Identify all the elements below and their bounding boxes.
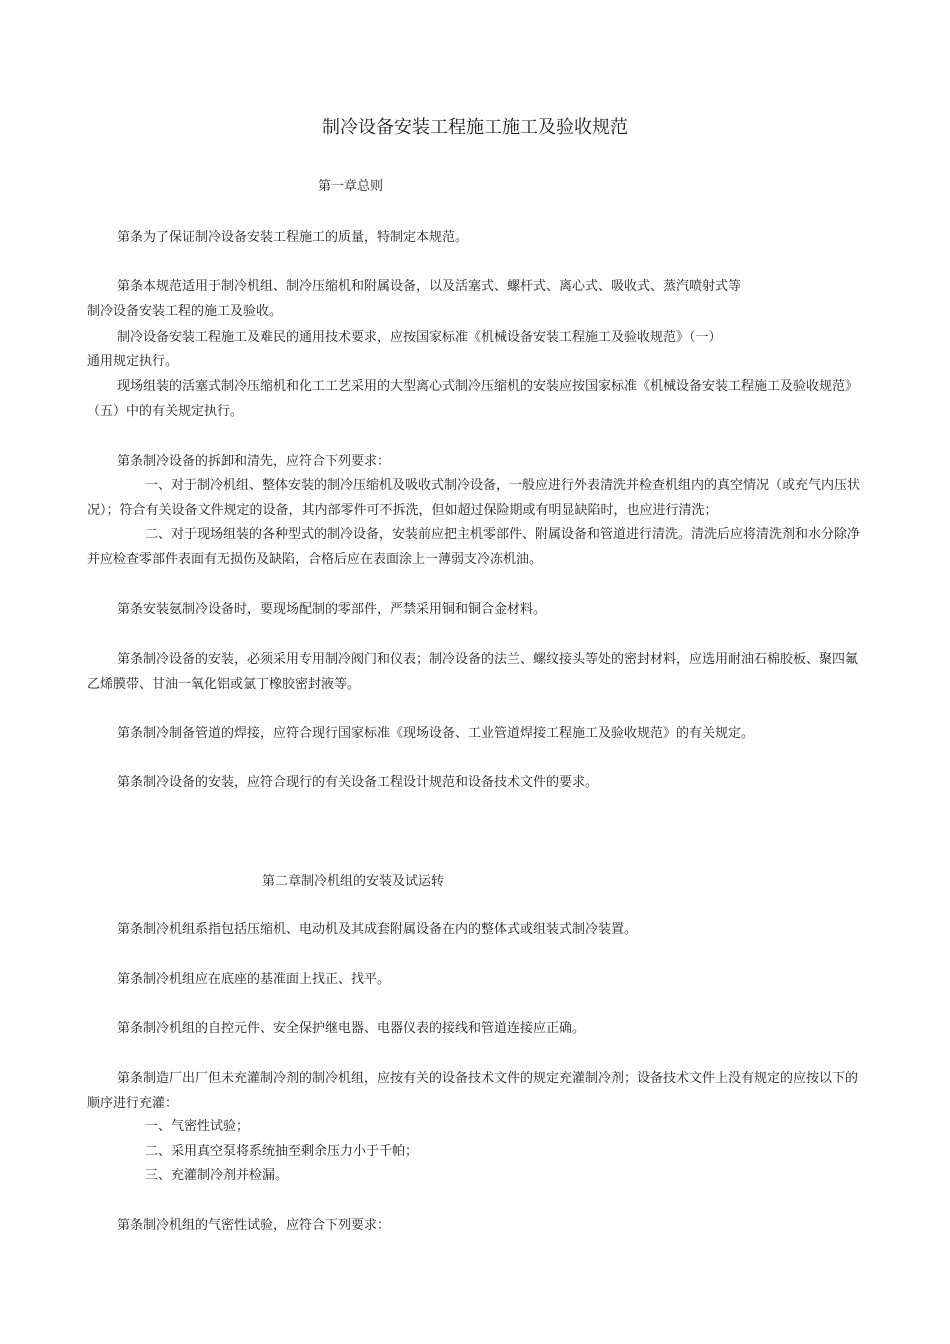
paragraph: 第条制冷制备管道的焊接，应符合现行国家标准《现场设备、工业管道焊接工程施工及验收规范》的有关规定。 [117,726,755,741]
paragraph-line: 通用规定执行。 [87,354,179,369]
paragraph: 第条制冷机组的自控元件、安全保护继电器、电器仪表的接线和管道连接应正确。 [117,1021,586,1036]
chapter-1-heading: 第一章总则 [318,179,384,194]
paragraph: 第条制冷机组应在底座的基准面上找正、找平。 [117,972,391,987]
document-title: 制冷设备安装工程施工施工及验收规范 [322,117,628,138]
paragraph: 第条为了保证制冷设备安装工程施工的质量，特制定本规范。 [117,230,469,245]
paragraph: 现场组装的活塞式制冷压缩机和化工工艺采用的大型离心式制冷压缩机的安装应按国家标准《机械设备安装工程施工及验收规范》（五）中的有关规定执行。 [87,379,859,419]
paragraph: 第条制冷设备的安装，必须采用专用制冷阀门和仪表；制冷设备的法兰、螺纹接头等处的密封材料，应选用耐油石棉胶板、聚四氟乙烯膜带、甘油一氧化铝或氯丁橡胶密封液等。 [87,652,859,692]
paragraph-line: 第条本规范适用于制冷机组、制冷压缩机和附属设备，以及活塞式、螺杆式、离心式、吸收式、蒸汽喷射式等 [117,279,742,294]
list-item: 二、采用真空泵将系统抽至剩余压力小于千帕； [145,1144,419,1159]
paragraph-line: 制冷设备安装工程施工及难民的通用技术要求，应按国家标准《机械设备安装工程施工及验收规范》（一） [117,330,722,345]
paragraph: 第条制冷机组的气密性试验，应符合下列要求： [117,1218,391,1233]
list-item: 一、对于制冷机组、整体安装的制冷压缩机及吸收式制冷设备，一般应进行外表清洗并检查机组内的真空情况（或充气内压状况）；符合有关设备文件规定的设备，其内部零件可不拆洗，但如超过保险期或有明显缺陷时，也应进行清洗； [87,478,861,518]
list-item: 二、对于现场组装的各种型式的制冷设备，安装前应把主机零部件、附属设备和管道进行清洗。清洗后应将清洗剂和水分除净并应检查零部件表面有无损伤及缺陷，合格后应在表面涂上一薄弱支冷冻机油。 [87,527,861,567]
list-item: 一、气密性试验； [145,1119,250,1134]
paragraph: 第条制冷设备的拆卸和清先，应符合下列要求： [117,454,391,469]
paragraph: 第条制冷设备的安装，应符合现行的有关设备工程设计规范和设备技术文件的要求。 [117,775,599,790]
chapter-2-heading: 第二章制冷机组的安装及试运转 [262,874,445,889]
paragraph: 第条安装氨制冷设备时，要现场配制的零部件，严禁采用铜和铜合金材料。 [117,602,547,617]
paragraph: 第条制造厂出厂但未充灌制冷剂的制冷机组，应按有关的设备技术文件的规定充灌制冷剂；设备技术文件上没有规定的应按以下的顺序进行充灌： [87,1071,859,1111]
paragraph: 第条制冷机组系指包括压缩机、电动机及其成套附属设备在内的整体式或组装式制冷装置。 [117,922,638,937]
paragraph-line: 制冷设备安装工程的施工及验收。 [87,304,283,319]
list-item: 三、充灌制冷剂并检漏。 [145,1168,289,1183]
